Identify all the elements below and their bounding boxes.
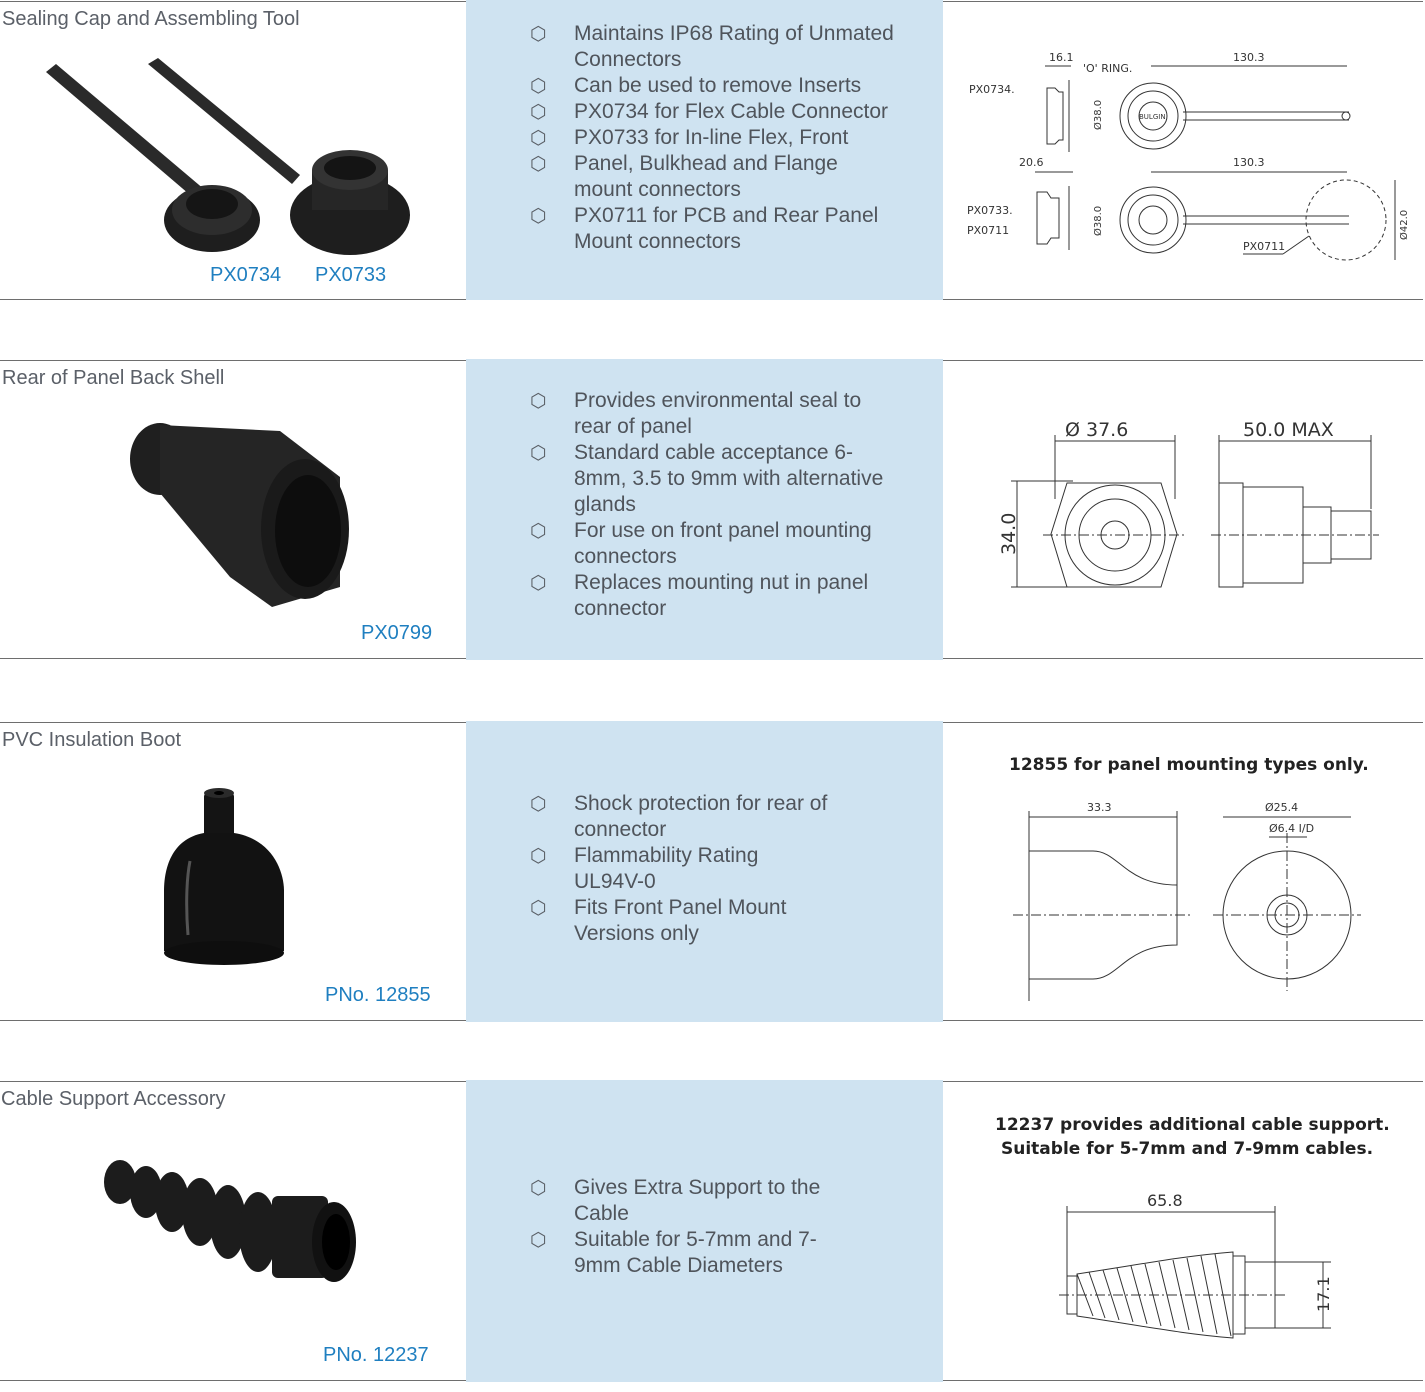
- feature-list-panel: [466, 1080, 943, 1382]
- feature-item: ⬡ Flammability Rating UL94V-0: [530, 844, 759, 893]
- hexagon-bullet-icon: ⬡: [530, 101, 547, 123]
- drawing-label: PX0734.: [969, 83, 1015, 96]
- feature-item: ⬡ Maintains IP68 Rating of Unmated Connectors: [530, 22, 894, 71]
- dimension-label: 34.0: [998, 512, 1020, 555]
- insulation-boot-photo: [0, 721, 466, 1021]
- drawing-caption: 12237 provides additional cable support.: [995, 1115, 1390, 1135]
- dimension-label: Ø6.4 I/D: [1269, 822, 1315, 835]
- hexagon-bullet-icon: ⬡: [530, 1177, 547, 1199]
- feature-list-panel: [466, 359, 943, 660]
- dimension-label: Ø 37.6: [1065, 419, 1129, 441]
- back-shell-photo: [0, 359, 466, 659]
- feature-list-panel: [466, 0, 943, 300]
- feature-list: [530, 388, 894, 622]
- product-title: Sealing Cap and Assembling Tool: [2, 8, 300, 30]
- feature-item: ⬡ Gives Extra Support to the Cable: [530, 1176, 821, 1225]
- part-number: PX0734: [210, 264, 282, 286]
- hexagon-bullet-icon: ⬡: [530, 127, 547, 149]
- feature-list-panel: [466, 721, 943, 1022]
- product-row-cable-support: [0, 1080, 1423, 1382]
- feature-item: ⬡ Shock protection for rear of connector: [530, 792, 828, 841]
- dimension-label: 130.3: [1233, 156, 1265, 169]
- part-number: PX0799: [361, 622, 433, 644]
- dimension-label: 17.1: [1314, 1276, 1333, 1312]
- hexagon-bullet-icon: ⬡: [530, 793, 547, 815]
- insulation-boot-drawing: [943, 721, 1423, 1021]
- hexagon-bullet-icon: ⬡: [530, 153, 547, 175]
- dimension-label: 65.8: [1147, 1191, 1183, 1210]
- cap-logo-text: BULGIN: [1139, 113, 1166, 121]
- product-photo-panel: [0, 359, 466, 660]
- hexagon-bullet-icon: ⬡: [530, 442, 547, 464]
- hexagon-bullet-icon: ⬡: [530, 390, 547, 412]
- feature-list: [530, 791, 894, 947]
- feature-item: ⬡ Can be used to remove Inserts: [530, 74, 862, 97]
- feature-item: ⬡ PX0711 for PCB and Rear Panel Mount connectors: [530, 204, 879, 253]
- drawing-label: PX0733.: [967, 204, 1013, 217]
- dimension-label: 130.3: [1233, 51, 1265, 64]
- dimension-label: 33.3: [1087, 801, 1112, 814]
- product-row-back-shell: [0, 359, 1423, 660]
- feature-item: ⬡ Standard cable acceptance 6-8mm, 3.5 to 9mm with alternative glands: [530, 441, 884, 516]
- product-photo-panel: [0, 1080, 466, 1382]
- feature-item: ⬡ Suitable for 5-7mm and 7-9mm Cable Diameters: [530, 1228, 817, 1277]
- feature-item: ⬡ Panel, Bulkhead and Flange mount connectors: [530, 152, 838, 201]
- feature-item: ⬡ Provides environmental seal to rear of panel: [530, 389, 862, 438]
- hexagon-bullet-icon: ⬡: [530, 75, 547, 97]
- product-photo-panel: [0, 721, 466, 1022]
- drawing-caption: 12855 for panel mounting types only.: [1009, 755, 1369, 775]
- drawing-label: PX0711: [967, 224, 1010, 237]
- drawing-caption: Suitable for 5-7mm and 7-9mm cables.: [1001, 1139, 1374, 1159]
- part-number: PNo. 12237: [323, 1344, 429, 1366]
- feature-list: [530, 21, 894, 255]
- hexagon-bullet-icon: ⬡: [530, 572, 547, 594]
- part-number: PX0733: [315, 264, 387, 286]
- feature-item: ⬡ PX0734 for Flex Cable Connector: [530, 100, 889, 123]
- feature-item: ⬡ Fits Front Panel Mount Versions only: [530, 896, 787, 945]
- dimension-label: 16.1: [1049, 51, 1074, 64]
- sealing-cap-drawing: [943, 0, 1423, 300]
- technical-drawing-panel: [943, 0, 1423, 300]
- dimension-label: 20.6: [1019, 156, 1044, 169]
- feature-item: ⬡ For use on front panel mounting connectors: [530, 519, 872, 568]
- feature-list: [530, 1175, 874, 1279]
- dimension-label: Ø25.4: [1265, 801, 1299, 814]
- feature-item: ⬡ Replaces mounting nut in panel connector: [530, 571, 869, 620]
- dimension-label: 50.0 MAX: [1243, 419, 1334, 441]
- feature-item: ⬡ PX0733 for In-line Flex, Front: [530, 126, 849, 149]
- hexagon-bullet-icon: ⬡: [530, 1229, 547, 1251]
- dimension-label: Ø38.0: [1093, 99, 1104, 130]
- back-shell-drawing: [943, 359, 1423, 659]
- dimension-label: Ø42.0: [1399, 209, 1410, 240]
- product-photo-panel: [0, 0, 466, 300]
- sealing-cap-photo: [0, 0, 466, 300]
- dimension-label: Ø38.0: [1093, 205, 1104, 236]
- drawing-label: PX0711: [1243, 240, 1286, 253]
- product-title: Cable Support Accessory: [1, 1088, 226, 1110]
- product-title: PVC Insulation Boot: [2, 729, 181, 751]
- product-row-sealing-cap: [0, 0, 1423, 300]
- technical-drawing-panel: [943, 721, 1423, 1022]
- product-title: Rear of Panel Back Shell: [2, 367, 225, 389]
- product-row-insulation-boot: [0, 721, 1423, 1022]
- hexagon-bullet-icon: ⬡: [530, 23, 547, 45]
- part-number: PNo. 12855: [325, 984, 431, 1006]
- cable-support-drawing: [943, 1080, 1423, 1382]
- hexagon-bullet-icon: ⬡: [530, 205, 547, 227]
- hexagon-bullet-icon: ⬡: [530, 897, 547, 919]
- hexagon-bullet-icon: ⬡: [530, 845, 547, 867]
- oring-label: 'O' RING.: [1083, 62, 1133, 75]
- technical-drawing-panel: [943, 1080, 1423, 1382]
- cable-support-photo: [0, 1080, 466, 1382]
- hexagon-bullet-icon: ⬡: [530, 520, 547, 542]
- technical-drawing-panel: [943, 359, 1423, 660]
